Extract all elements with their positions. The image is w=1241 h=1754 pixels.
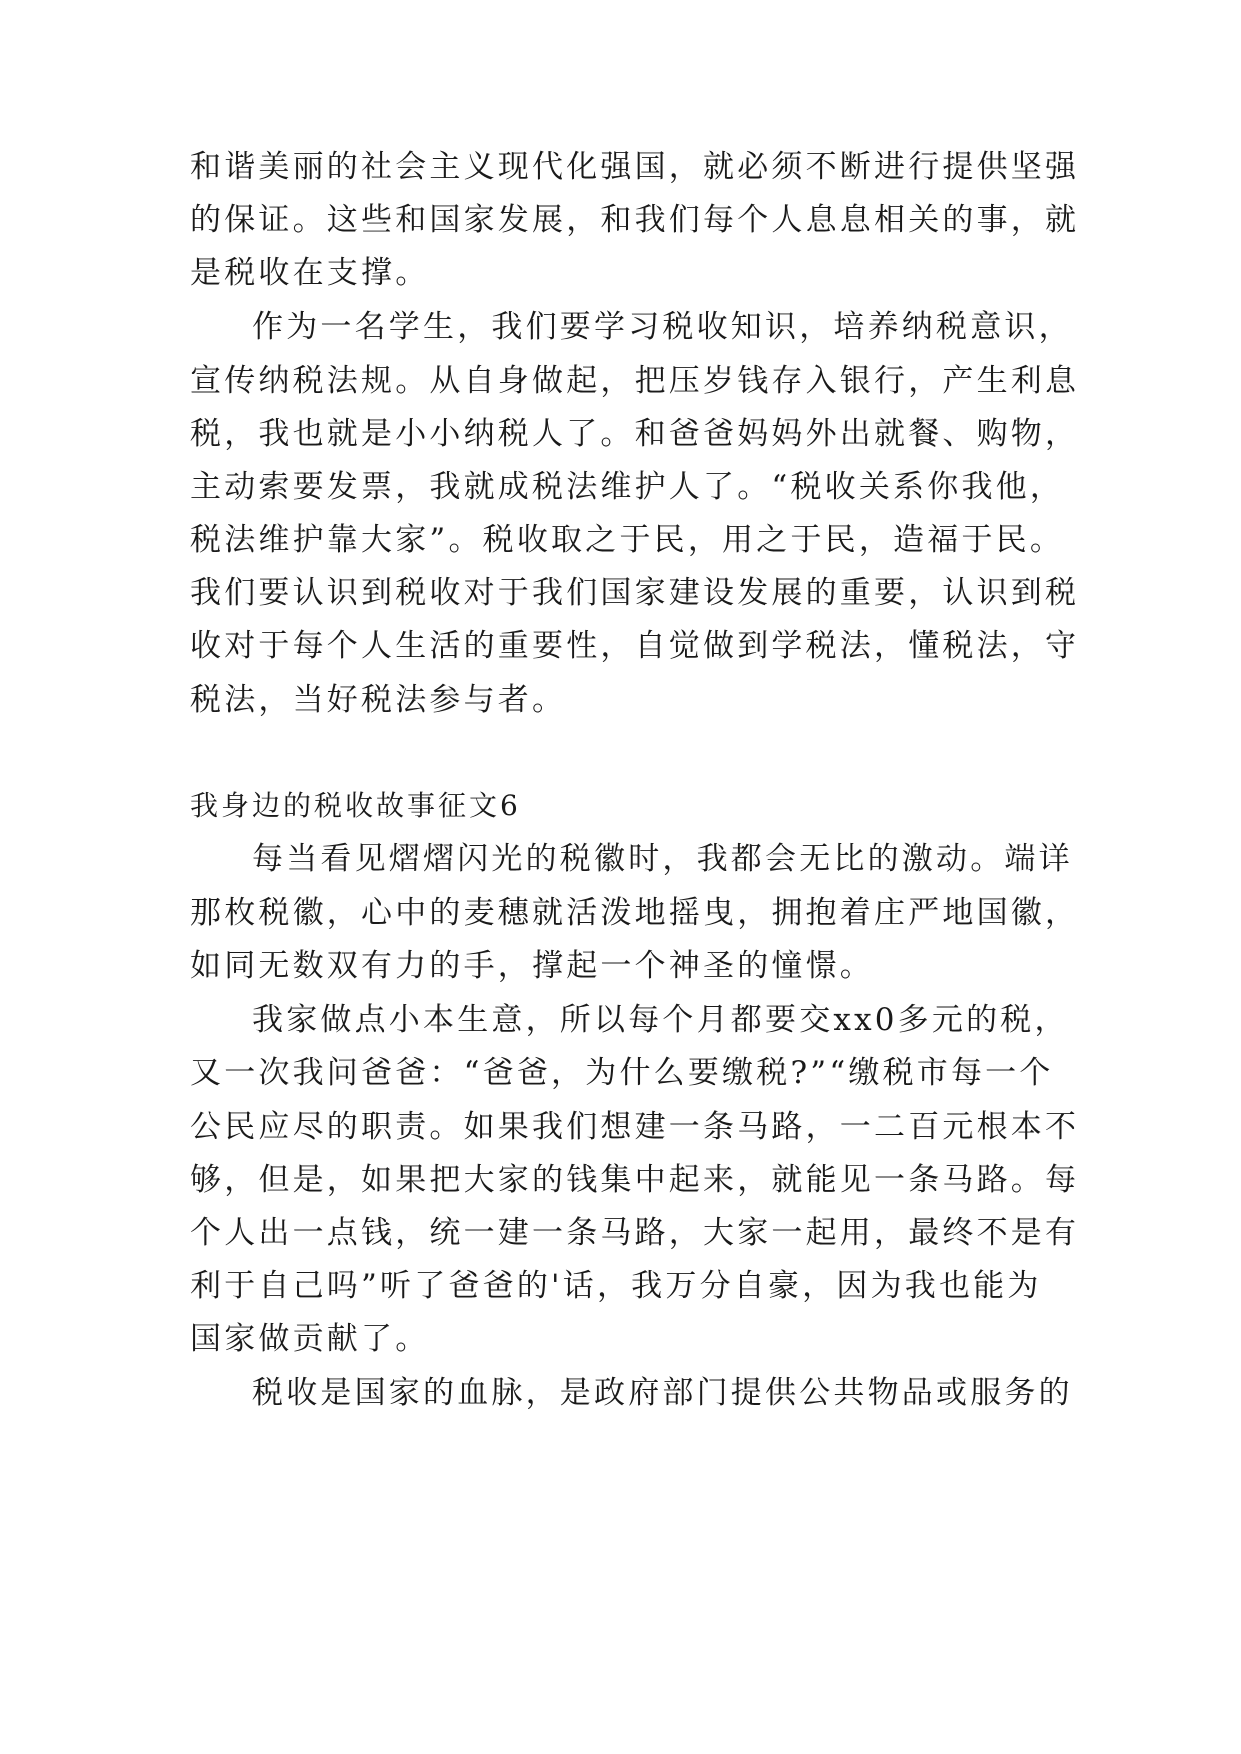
paragraph-line: 如同无数双有力的手，撑起一个神圣的憧憬。 — [190, 948, 874, 984]
paragraph-line: 的保证。这些和国家发展，和我们每个人息息相关的事，就 — [190, 202, 1080, 238]
paragraph-line: 税法，当好税法参与者。 — [190, 682, 567, 718]
paragraph-line: 宣传纳税法规。从自身做起，把压岁钱存入银行，产生利息 — [190, 363, 1080, 399]
paragraph-line: 我们要认识到税收对于我们国家建设发展的重要，认识到税 — [190, 575, 1080, 611]
paragraph-line: 每当看见熠熠闪光的税徽时，我都会无比的激动。端详 — [252, 841, 1073, 877]
paragraph-line: 和谐美丽的社会主义现代化强国，就必须不断进行提供坚强 — [190, 149, 1080, 185]
paragraph-line: 收对于每个人生活的重要性，自觉做到学税法，懂税法，守 — [190, 628, 1080, 664]
paragraph-line: 公民应尽的职责。如果我们想建一条马路，一二百元根本不 — [190, 1109, 1080, 1145]
section-heading: 我身边的税收故事征文6 — [190, 789, 521, 822]
paragraph-line: 主动索要发票，我就成税法维护人了。“税收关系你我他， — [190, 469, 1065, 505]
paragraph-line: 税法维护靠大家”。税收取之于民，用之于民，造福于民。 — [190, 522, 1065, 558]
paragraph-line: 个人出一点钱，统一建一条马路，大家一起用，最终不是有 — [190, 1215, 1080, 1251]
paragraph-line: 税，我也就是小小纳税人了。和爸爸妈妈外出就餐、购物， — [190, 416, 1080, 452]
paragraph-line: 国家做贡献了。 — [190, 1321, 430, 1357]
paragraph-line: 是税收在支撑。 — [190, 255, 430, 291]
paragraph-line: 利于自己吗”听了爸爸的'话，我万分自豪，因为我也能为 — [190, 1268, 1042, 1304]
paragraph-line: 税收是国家的血脉，是政府部门提供公共物品或服务的 — [252, 1375, 1073, 1411]
paragraph-line: 那枚税徽，心中的麦穗就活泼地摇曳，拥抱着庄严地国徽， — [190, 895, 1080, 931]
paragraph-line: 作为一名学生，我们要学习税收知识，培养纳税意识， — [252, 309, 1073, 345]
paragraph-line: 又一次我问爸爸：“爸爸，为什么要缴税?”“缴税市每一个 — [190, 1055, 1054, 1091]
paragraph-line: 够，但是，如果把大家的钱集中起来，就能见一条马路。每 — [190, 1162, 1080, 1198]
paragraph-line: 我家做点小本生意，所以每个月都要交xx0多元的税， — [252, 1002, 1069, 1038]
